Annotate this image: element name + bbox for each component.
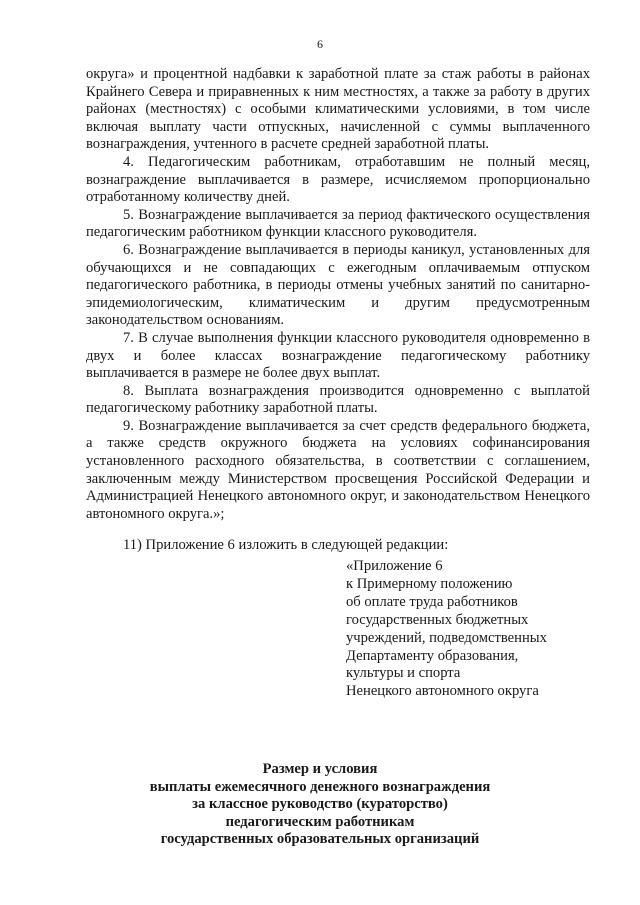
title-line: за классное руководство (кураторство) — [192, 796, 448, 813]
appendix-ref-line: «Приложение 6 — [346, 558, 443, 574]
appendix-ref-line: культуры и спорта — [346, 665, 461, 682]
title-line: Размер и условия — [262, 761, 378, 777]
appendix-ref-line: к Примерному положению — [346, 575, 513, 592]
title-line: выплаты ежемесячного денежного вознаграждения — [149, 778, 491, 795]
paragraph: 6. Вознаграждение выплачивается в периоды каникул, установленных для обучающихся и не совпадающих с ежегодным оплачиваемым отпуском педагогического работника, в периоды отмены учебных занятий по санитарно-эпидемиологическим, климатическим и другим предусмотренным законодательством основаниям. — [86, 241, 590, 329]
body-text — [86, 66, 590, 523]
appendix-ref-line: Департаменту образования, — [346, 647, 519, 664]
appendix-ref-line: государственных бюджетных — [346, 611, 529, 628]
paragraph: 5. Вознаграждение выплачивается за период фактического осуществления педагогическим работником функции классного руководителя. — [86, 206, 590, 241]
appendix-ref-line: учреждений, подведомственных — [346, 629, 547, 646]
appendix-ref-line: Ненецкого автономного округа — [346, 683, 539, 700]
page-number: 6 — [317, 37, 323, 51]
paragraph: 9. Вознаграждение выплачивается за счет средств федерального бюджета, а также средств окружного бюджета на условиях софинансирования установленного расходного обязательства, в соответствии с соглашением, заключенным между Министерством просвещения Российской Федерации и Администрацией Ненецкого автономного округ, и законодательством Ненецкого автономного округа.»; — [86, 417, 590, 522]
appendix-intro: 11) Приложение 6 изложить в следующей редакции: — [123, 537, 449, 553]
appendix-ref-line: об оплате труда работников — [346, 593, 518, 610]
appendix-reference-block — [346, 558, 547, 701]
paragraph: 7. В случае выполнения функции классного руководителя одновременно в двух и более классах вознаграждение педагогическому работнику выплачивается в размере не более двух выплат. — [86, 329, 590, 382]
document-title — [0, 761, 640, 849]
paragraph: 4. Педагогическим работникам, отработавшим не полный месяц, вознаграждение выплачивается в размере, исчисляемом пропорционально отработанному количеству дней. — [86, 153, 590, 206]
paragraph: округа» и процентной надбавки к заработной плате за стаж работы в районах Крайнего Севера и приравненных к ним местностях, а также за работу в других районах (местностях) с особыми климатическими условиями, в том числе включая выплату части отпускных, начисленной с суммы выплаченного вознаграждения, учтенного в расчете средней заработной платы. — [86, 66, 590, 153]
title-line: государственных образовательных организаций — [160, 831, 480, 848]
title-line: педагогическим работникам — [225, 813, 415, 830]
paragraph: 8. Выплата вознаграждения производится одновременно с выплатой педагогическому работнику заработной платы. — [86, 382, 590, 417]
